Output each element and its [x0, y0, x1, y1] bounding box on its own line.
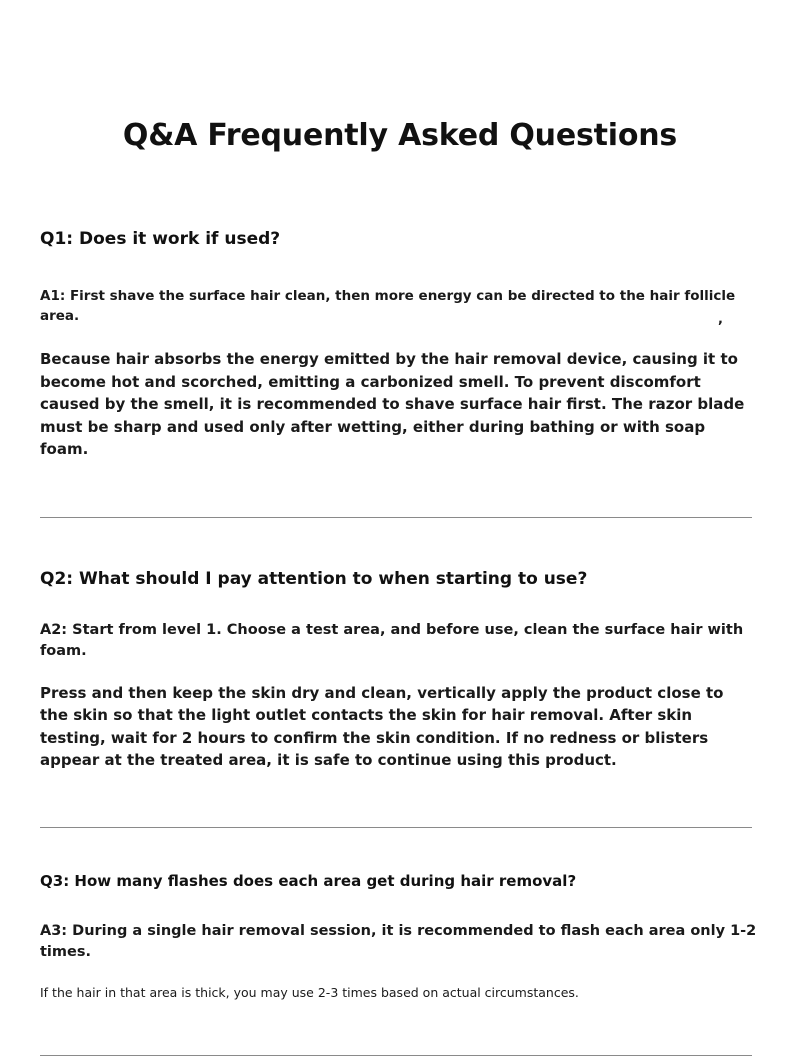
question-heading-q1: Q1: Does it work if used? — [40, 229, 281, 249]
answer-body-a1: Because hair absorbs the energy emitted by the hair removal device, causing it to become hot and scorched, emitting a carbonized smell. To prevent discomfort caused by the smell, it is recommended to shave surface hair first. The razor blade must be sharp and used only after wetting, either during bathing or with soap foam. — [40, 350, 745, 459]
faq-section-q1 — [40, 228, 760, 461]
answer-body-a2: Press and then keep the skin dry and clean, vertically apply the product close to the skin so that the light outlet contacts the skin for hair removal. After skin testing, wait for 2 hours to confirm the skin condition. If no redness or blisters appear at the treated area, it is safe to continue using this product. — [40, 683, 724, 770]
question-heading-q3: Q3: How many flashes does each area get during hair removal? — [40, 871, 577, 890]
faq-section-q3 — [40, 872, 760, 1003]
answer-lead-a1-suffix: , — [718, 312, 723, 327]
answer-note-a3: If the hair in that area is thick, you may use 2-3 times based on actual circumstances. — [40, 985, 579, 1001]
answer-lead-a1: A1: First shave the surface hair clean, then more energy can be directed to the hair follicle area. — [40, 288, 736, 324]
faq-section-q2 — [40, 568, 760, 772]
answer-lead-a2: A2: Start from level 1. Choose a test area, and before use, clean the surface hair with foam. — [40, 621, 744, 659]
page-title: Q&A Frequently Asked Questions — [122, 118, 678, 153]
answer-lead-a3: A3: During a single hair removal session, it is recommended to flash each area only 1-2 times. — [40, 923, 757, 961]
spacer-1 — [40, 518, 760, 568]
spacer-2 — [40, 828, 760, 872]
question-heading-q2: Q2: What should I pay attention to when starting to use? — [40, 568, 588, 589]
